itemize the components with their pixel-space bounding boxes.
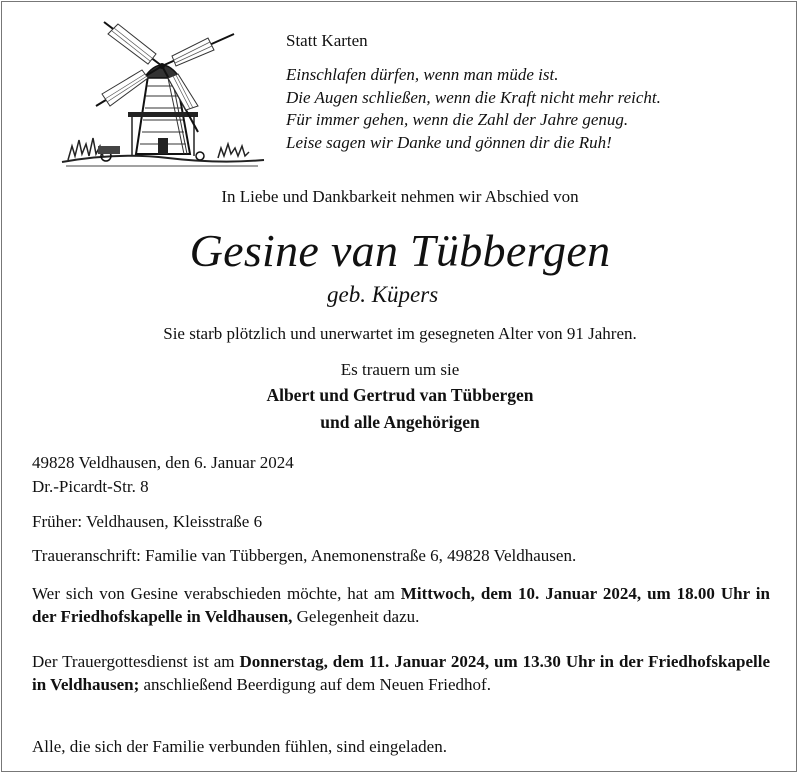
windmill-icon (58, 14, 268, 170)
service-text-end: anschließend Beerdigung auf dem Neuen Friedhof. (139, 675, 491, 694)
farewell-text-end: Gelegenheit dazu. (292, 607, 420, 626)
intro-text: In Liebe und Dankbarkeit nehmen wir Abschied von (221, 187, 579, 206)
street-address: Dr.-Picardt-Str. 8 (32, 477, 149, 496)
poem-line: Für immer gehen, wenn die Zahl der Jahre genug. (286, 110, 629, 129)
farewell-text: Wer sich von Gesine verabschieden möchte, hat am (32, 584, 401, 603)
former-address: Früher: Veldhausen, Kleisstraße 6 (32, 512, 263, 531)
mourners-line: und alle Angehörigen (320, 412, 480, 432)
place-date: 49828 Veldhausen, den 6. Januar 2024 (32, 453, 294, 472)
mourners-intro: Es trauern um sie (340, 360, 460, 379)
service-text: Der Trauergottesdienst ist am (32, 652, 240, 671)
farewell-paragraph (32, 582, 770, 628)
maiden-name: geb. Küpers (327, 282, 439, 307)
poem-line: Einschlafen dürfen, wenn man müde ist. (286, 65, 559, 84)
deceased-name: Gesine van Tübbergen (189, 225, 611, 276)
poem-line: Die Augen schließen, wenn die Kraft nicht mehr reicht. (286, 87, 661, 107)
service-paragraph (32, 650, 770, 696)
poem (286, 64, 661, 154)
mourners-line: Albert und Gertrud van Tübbergen (266, 385, 534, 405)
invitation-text: Alle, die sich der Familie verbunden fühlen, sind eingeladen. (32, 737, 447, 756)
poem-line: Leise sagen wir Danke und gönnen dir die Ruh! (286, 132, 612, 152)
service-date: Donnerstag, dem 11. Januar 2024, um 13.30 Uhr in der Friedhofskapelle in Veldhausen; (32, 652, 770, 694)
mourning-address: Traueranschrift: Familie van Tübbergen, Anemonenstraße 6, 49828 Veldhausen. (32, 546, 577, 565)
farewell-date: Mittwoch, dem 10. Januar 2024, um 18.00 Uhr in der Friedhofskapelle in Veldhausen, (32, 584, 770, 626)
death-statement: Sie starb plötzlich und unerwartet im gesegneten Alter von 91 Jahren. (163, 324, 637, 343)
statt-karten-label: Statt Karten (286, 31, 368, 50)
